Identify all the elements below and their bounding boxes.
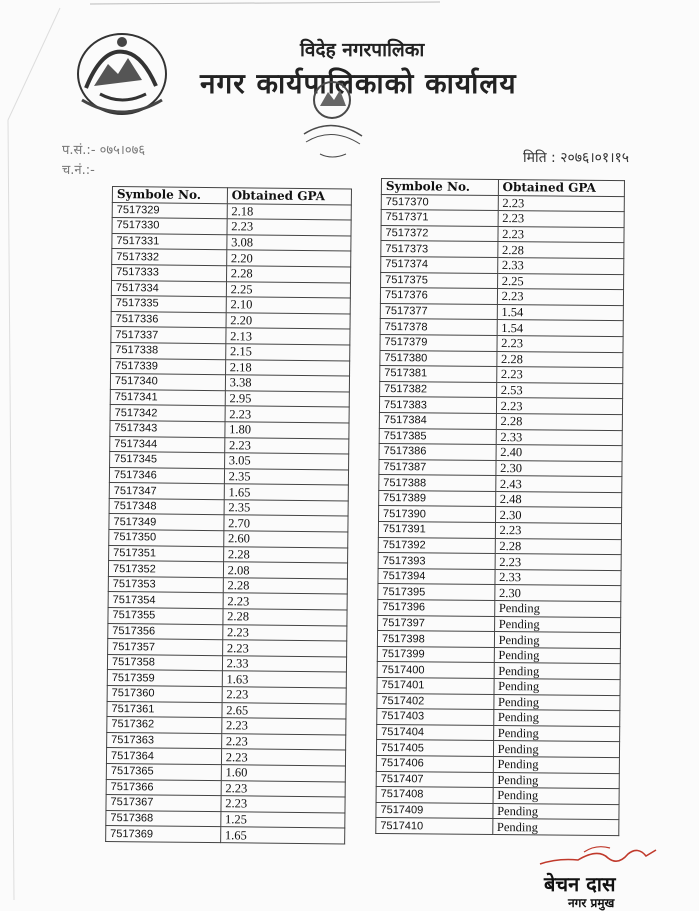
gpa-cell: 2.35 xyxy=(224,468,348,485)
gpa-cell: 2.15 xyxy=(225,344,349,361)
table-row xyxy=(380,303,623,321)
table-row xyxy=(106,826,345,844)
gpa-cell: 2.23 xyxy=(497,335,624,352)
gpa-cell: Pending xyxy=(494,647,621,664)
symbol-number-cell: 7517367 xyxy=(106,795,221,812)
symbol-number-cell: 7517379 xyxy=(380,334,497,351)
symbol-number-cell: 7517366 xyxy=(106,779,221,796)
symbol-number-cell: 7517402 xyxy=(377,693,494,710)
symbol-number-cell: 7517340 xyxy=(110,374,225,391)
table-row xyxy=(377,677,620,695)
table-row xyxy=(379,397,622,415)
document-date: मिति : २०७६।०१।१५ xyxy=(523,150,630,166)
gpa-cell: 2.28 xyxy=(496,351,623,368)
gpa-cell: 2.23 xyxy=(498,195,625,212)
symbol-number-cell: 7517371 xyxy=(381,210,498,227)
gpa-cell: 2.23 xyxy=(498,211,625,228)
symbol-number-cell: 7517410 xyxy=(376,818,493,835)
gpa-cell: 2.28 xyxy=(496,413,623,430)
symbol-number-cell: 7517377 xyxy=(380,303,497,320)
table-row xyxy=(381,272,624,290)
gpa-cell: Pending xyxy=(493,772,620,789)
gpa-cell: 1.54 xyxy=(497,320,624,337)
gpa-cell: 1.63 xyxy=(222,671,346,688)
column-header-gpa: Obtained GPA xyxy=(498,180,625,197)
symbol-number-cell: 7517376 xyxy=(380,288,497,305)
gpa-cell: 2.35 xyxy=(224,500,348,517)
gpa-cell: 1.54 xyxy=(497,304,624,321)
gpa-cell: 3.38 xyxy=(225,375,349,392)
gpa-cell: 2.30 xyxy=(494,585,621,602)
gpa-cell: 2.33 xyxy=(497,257,624,274)
gpa-cell: 2.23 xyxy=(224,437,348,454)
symbol-number-cell: 7517406 xyxy=(376,755,493,772)
gpa-cell: 2.23 xyxy=(222,640,346,657)
gpa-cell: 2.28 xyxy=(223,578,347,595)
handwritten-signature xyxy=(538,840,658,870)
symbol-number-cell: 7517356 xyxy=(108,623,223,640)
symbol-number-cell: 7517362 xyxy=(107,717,222,734)
gpa-cell: Pending xyxy=(494,601,621,618)
table-row xyxy=(376,755,619,773)
symbol-number-cell: 7517389 xyxy=(379,490,496,507)
gpa-cell: 2.23 xyxy=(222,687,346,704)
symbol-number-cell: 7517358 xyxy=(107,654,222,671)
gpa-cell: 2.33 xyxy=(495,569,622,586)
gpa-cell: 2.23 xyxy=(222,624,346,641)
symbol-number-cell: 7517399 xyxy=(377,646,494,663)
table-row xyxy=(381,256,624,274)
gpa-cell: 2.25 xyxy=(226,281,350,298)
symbol-number-cell: 7517373 xyxy=(381,241,498,258)
gpa-cell: Pending xyxy=(494,663,621,680)
gpa-cell: 2.23 xyxy=(495,523,622,540)
symbol-number-cell: 7517344 xyxy=(110,436,225,453)
gpa-cell: 2.28 xyxy=(226,266,350,283)
gpa-cell: 2.23 xyxy=(496,367,623,384)
gpa-cell: 2.23 xyxy=(225,406,349,423)
table-row xyxy=(380,350,623,368)
symbol-number-cell: 7517398 xyxy=(377,631,494,648)
table-row xyxy=(376,818,619,836)
gpa-cell: 2.13 xyxy=(226,328,350,345)
gpa-cell: 2.28 xyxy=(495,538,622,555)
symbol-number-cell: 7517363 xyxy=(107,732,222,749)
symbol-number-cell: 7517369 xyxy=(106,826,221,843)
symbol-number-cell: 7517332 xyxy=(112,249,227,266)
gpa-cell: 2.53 xyxy=(496,382,623,399)
table-row xyxy=(381,225,624,243)
gpa-cell: Pending xyxy=(492,819,619,836)
table-row xyxy=(378,600,621,618)
gpa-cell: 1.25 xyxy=(221,811,345,828)
table-row xyxy=(378,615,621,633)
gpa-cell: 2.23 xyxy=(221,718,345,735)
symbol-number-cell: 7517368 xyxy=(106,810,221,827)
gpa-cell: 2.23 xyxy=(221,749,345,766)
symbol-number-cell: 7517380 xyxy=(380,350,497,367)
gpa-cell: 2.48 xyxy=(495,491,622,508)
symbol-number-cell: 7517392 xyxy=(378,537,495,554)
gpa-cell: 2.23 xyxy=(497,289,624,306)
table-row xyxy=(376,787,619,805)
symbol-number-cell: 7517353 xyxy=(108,576,223,593)
table-row xyxy=(378,584,621,602)
symbol-number-cell: 7517374 xyxy=(381,256,498,273)
symbol-number-cell: 7517341 xyxy=(110,389,225,406)
symbol-number-cell: 7517346 xyxy=(109,467,224,484)
table-row xyxy=(379,459,622,477)
symbol-number-cell: 7517355 xyxy=(108,608,223,625)
table-row xyxy=(381,241,624,259)
symbol-number-cell: 7517331 xyxy=(112,233,227,250)
symbol-number-cell: 7517338 xyxy=(111,342,226,359)
table-row xyxy=(381,194,624,212)
office-title: नगर कार्यपालिकाको कार्यालय xyxy=(200,67,517,100)
gpa-cell: 2.18 xyxy=(225,359,349,376)
gpa-cell: 2.28 xyxy=(223,546,347,563)
table-row xyxy=(380,381,623,399)
gpa-cell: 2.33 xyxy=(496,429,623,446)
symbol-number-cell: 7517352 xyxy=(108,561,223,578)
gpa-cell: 2.95 xyxy=(225,390,349,407)
symbol-number-cell: 7517337 xyxy=(111,327,226,344)
symbol-number-cell: 7517386 xyxy=(379,444,496,461)
symbol-number-cell: 7517343 xyxy=(110,420,225,437)
gpa-cell: 2.18 xyxy=(227,203,351,220)
table-row xyxy=(380,366,623,384)
gpa-cell: 2.08 xyxy=(223,562,347,579)
signer-name: बेचन दास xyxy=(544,872,616,896)
gpa-cell: Pending xyxy=(493,710,620,727)
table-row xyxy=(377,724,620,742)
column-header-gpa: Obtained GPA xyxy=(227,188,351,205)
symbol-number-cell: 7517329 xyxy=(112,202,227,219)
table-row xyxy=(377,693,620,711)
table-row xyxy=(378,522,621,540)
gpa-cell: 2.28 xyxy=(497,242,624,259)
symbol-number-cell: 7517336 xyxy=(111,311,226,328)
gpa-cell: 1.65 xyxy=(224,484,348,501)
gpa-cell: 2.65 xyxy=(222,702,346,719)
gpa-cell: Pending xyxy=(493,694,620,711)
symbol-number-cell: 7517404 xyxy=(377,724,494,741)
symbol-number-cell: 7517405 xyxy=(376,740,493,757)
gpa-cell: 1.80 xyxy=(225,422,349,439)
gpa-cell: 1.65 xyxy=(220,827,344,844)
gpa-cell: 2.20 xyxy=(226,312,350,329)
symbol-number-cell: 7517388 xyxy=(379,475,496,492)
gpa-cell: 2.30 xyxy=(495,507,622,524)
gpa-cell: Pending xyxy=(494,679,621,696)
table-row xyxy=(380,288,623,306)
gpa-table-left xyxy=(105,186,352,844)
table-row xyxy=(379,428,622,446)
office-stamp xyxy=(296,76,376,166)
column-header-symbol: Symbole No. xyxy=(381,179,498,196)
table-row xyxy=(376,771,619,789)
symbol-number-cell: 7517360 xyxy=(107,685,222,702)
symbol-number-cell: 7517395 xyxy=(378,584,495,601)
symbol-number-cell: 7517390 xyxy=(379,506,496,523)
gpa-cell: 2.28 xyxy=(223,609,347,626)
symbol-number-cell: 7517407 xyxy=(376,771,493,788)
gpa-table-right xyxy=(375,178,625,836)
gpa-cell: Pending xyxy=(493,803,620,820)
symbol-number-cell: 7517345 xyxy=(110,452,225,469)
dispatch-number: च.नं.:- xyxy=(62,163,95,178)
symbol-number-cell: 7517383 xyxy=(379,397,496,414)
gpa-cell: 2.30 xyxy=(496,460,623,477)
symbol-number-cell: 7517400 xyxy=(377,662,494,679)
symbol-number-cell: 7517370 xyxy=(381,194,498,211)
gpa-cell: 2.23 xyxy=(227,219,351,236)
gpa-cell: Pending xyxy=(493,725,620,742)
table-header-row xyxy=(381,179,624,197)
gpa-cell: 2.60 xyxy=(223,531,347,548)
gpa-cell: Pending xyxy=(493,788,620,805)
table-row xyxy=(378,537,621,555)
table-row xyxy=(378,568,621,586)
symbol-number-cell: 7517339 xyxy=(111,358,226,375)
municipality-name: विदेह नगरपालिका xyxy=(300,39,425,61)
symbol-number-cell: 7517403 xyxy=(377,709,494,726)
table-row xyxy=(377,662,620,680)
symbol-number-cell: 7517357 xyxy=(108,639,223,656)
gpa-cell: 2.25 xyxy=(497,273,624,290)
gpa-cell: 2.23 xyxy=(495,554,622,571)
gpa-cell: Pending xyxy=(493,741,620,758)
symbol-number-cell: 7517372 xyxy=(381,225,498,242)
table-row xyxy=(377,709,620,727)
symbol-number-cell: 7517391 xyxy=(378,522,495,539)
symbol-number-cell: 7517364 xyxy=(106,748,221,765)
gpa-cell: 2.33 xyxy=(222,655,346,672)
symbol-number-cell: 7517385 xyxy=(379,428,496,445)
symbol-number-cell: 7517408 xyxy=(376,787,493,804)
gpa-cell: Pending xyxy=(494,616,621,633)
symbol-number-cell: 7517387 xyxy=(379,459,496,476)
symbol-number-cell: 7517361 xyxy=(107,701,222,718)
symbol-number-cell: 7517334 xyxy=(111,280,226,297)
symbol-number-cell: 7517365 xyxy=(106,763,221,780)
table-row xyxy=(379,412,622,430)
table-row xyxy=(376,740,619,758)
gpa-cell: 2.23 xyxy=(223,593,347,610)
symbol-number-cell: 7517335 xyxy=(111,296,226,313)
symbol-number-cell: 7517351 xyxy=(109,545,224,562)
symbol-number-cell: 7517397 xyxy=(378,615,495,632)
symbol-number-cell: 7517354 xyxy=(108,592,223,609)
table-row xyxy=(379,475,622,493)
gpa-cell: 2.23 xyxy=(221,733,345,750)
symbol-number-cell: 7517381 xyxy=(380,366,497,383)
signer-title: नगर प्रमुख xyxy=(568,896,615,910)
symbol-number-cell: 7517401 xyxy=(377,677,494,694)
symbol-number-cell: 7517348 xyxy=(109,498,224,515)
table-row xyxy=(381,210,624,228)
table-row xyxy=(379,490,622,508)
gpa-cell: 2.43 xyxy=(495,476,622,493)
gpa-cell: 2.23 xyxy=(221,796,345,813)
table-row xyxy=(379,444,622,462)
symbol-number-cell: 7517350 xyxy=(109,530,224,547)
table-row xyxy=(377,646,620,664)
symbol-number-cell: 7517378 xyxy=(380,319,497,336)
table-row xyxy=(380,334,623,352)
symbol-number-cell: 7517347 xyxy=(109,483,224,500)
symbol-number-cell: 7517409 xyxy=(376,802,493,819)
gpa-cell: 2.40 xyxy=(496,445,623,462)
reference-number: प.सं.:- ०७५।०७६ xyxy=(62,143,146,158)
gpa-cell: 2.20 xyxy=(226,250,350,267)
symbol-number-cell: 7517384 xyxy=(379,412,496,429)
gpa-cell: 3.05 xyxy=(224,453,348,470)
symbol-number-cell: 7517333 xyxy=(112,264,227,281)
table-row xyxy=(380,319,623,337)
symbol-number-cell: 7517375 xyxy=(381,272,498,289)
nepal-emblem-logo xyxy=(72,28,172,120)
gpa-cell: Pending xyxy=(494,632,621,649)
gpa-cell: 2.23 xyxy=(498,226,625,243)
gpa-cell: 2.23 xyxy=(221,780,345,797)
gpa-cell: 2.70 xyxy=(224,515,348,532)
symbol-number-cell: 7517330 xyxy=(112,218,227,235)
symbol-number-cell: 7517394 xyxy=(378,568,495,585)
table-row xyxy=(379,506,622,524)
gpa-cell: 1.60 xyxy=(221,765,345,782)
symbol-number-cell: 7517342 xyxy=(110,405,225,422)
gpa-cell: 2.23 xyxy=(496,398,623,415)
symbol-number-cell: 7517382 xyxy=(380,381,497,398)
symbol-number-cell: 7517359 xyxy=(107,670,222,687)
gpa-cell: 2.10 xyxy=(226,297,350,314)
table-row xyxy=(378,553,621,571)
symbol-number-cell: 7517393 xyxy=(378,553,495,570)
symbol-number-cell: 7517349 xyxy=(109,514,224,531)
table-row xyxy=(376,802,619,820)
table-row xyxy=(377,631,620,649)
gpa-cell: 3.08 xyxy=(227,234,351,251)
column-header-symbol: Symbole No. xyxy=(112,187,227,204)
gpa-cell: Pending xyxy=(493,756,620,773)
symbol-number-cell: 7517396 xyxy=(378,600,495,617)
